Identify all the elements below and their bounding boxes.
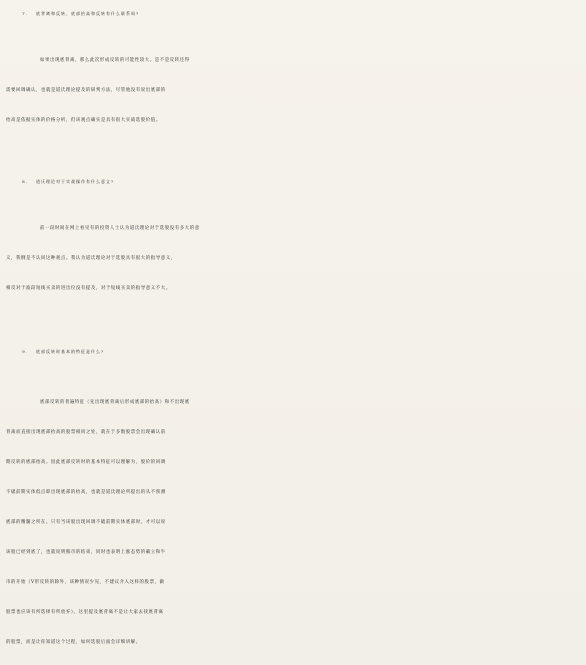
question-9-number: 9. bbox=[22, 349, 28, 354]
answer-7-line-2: 需要回调确认，也就是道氏理论提及的研判方法，尽管他没有说出底部的 bbox=[6, 88, 166, 93]
question-9-heading bbox=[0, 341, 586, 363]
question-8-heading bbox=[0, 171, 586, 193]
question-8-title: 道氏理论对于实战操作有什么意义? bbox=[36, 179, 115, 184]
answer-9-line-3: 期反转的底部抬高。因此底部反转时的基本特征可以理解为，股价的回调 bbox=[6, 460, 166, 465]
answer-9-line-8: 股票也应该有所选择有所放弃）。这里提及底背离不是让大家去找底背离 bbox=[6, 610, 164, 615]
answer-9-line-6: 该股已经到底了，也就说明熊市的结束，同时也表明上涨态势的确立和牛 bbox=[6, 550, 166, 555]
answer-9-line-1: 底部反转的普遍特征（先出现底背离后形成底部的抬高）和不出现底 bbox=[40, 400, 190, 405]
answer-7-line-3: 抬高是依据实体的价格分析，但该观点确实是具有很大实战选股价值。 bbox=[6, 118, 161, 123]
answer-9-line-5: 底部的精髓之所在。只有当该股出现回调不破前期实体底部时，才可以说 bbox=[6, 520, 166, 525]
answer-9-line-9: 的股票，而是让你知道这个过程，如何选股后面会详细讲解。 bbox=[6, 640, 141, 645]
answer-9-line-2: 背离而直接出现底部抬高的股票相同之处，就在于多数股票会出现确认前 bbox=[6, 430, 166, 435]
question-7-title: 底背离和反转、底部抬高和反转有什么联系吗? bbox=[36, 11, 140, 16]
answer-9-paragraph bbox=[0, 388, 586, 658]
answer-8-paragraph bbox=[0, 214, 586, 304]
answer-9-line-7: 市的开始（V形反转的除外，该种情况少见，不建议介入这样的股票，做 bbox=[6, 580, 165, 585]
answer-7-line-1: 如果出现底背离，那么此次形成反转的可能性较大。是不是反转还得 bbox=[40, 58, 190, 63]
question-7-number: 7. bbox=[22, 11, 28, 16]
question-8-number: 8. bbox=[22, 179, 28, 184]
answer-8-line-3: 相反对于波段短线买卖的进出位没有提及，对于短线买卖的指导意义不大。 bbox=[6, 286, 171, 291]
answer-9-line-4: 不破前期实体低点即出现底部的抬高，也就是道氏理论所提出的从不预测 bbox=[6, 490, 166, 495]
answer-8-line-1: 前一段时间在网上看见有的投资人士认为道氏理论对于选股没有多大的意 bbox=[40, 226, 200, 231]
answer-8-line-2: 义，我倒是不认同这种观点。我认为道氏理论对于选股具有很大的指导意义， bbox=[6, 256, 176, 261]
question-7-heading bbox=[0, 3, 586, 25]
answer-7-paragraph bbox=[0, 46, 586, 136]
question-9-title: 底部反转时基本的特征是什么? bbox=[36, 349, 105, 354]
